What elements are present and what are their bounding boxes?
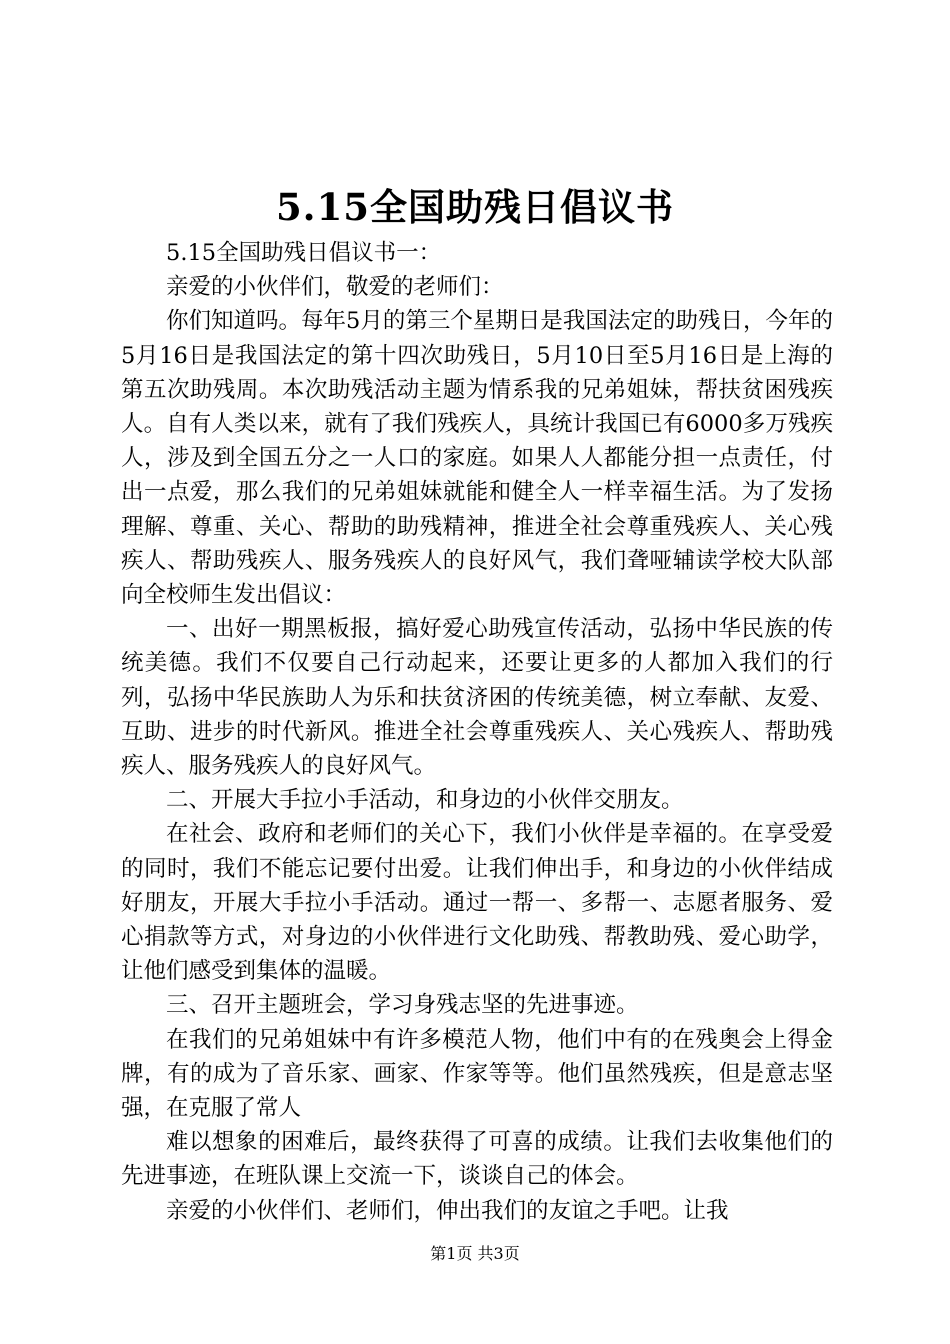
paragraph: 在我们的兄弟姐妹中有许多模范人物，他们中有的在残奥会上得金牌，有的成为了音乐家、画家、作家等等。他们虽然残疾，但是意志坚强，在克服了常人: [121, 1026, 833, 1122]
page-number: 第1页 共3页: [430, 1244, 520, 1263]
paragraph: 二、开展大手拉小手活动，和身边的小伙伴交朋友。: [166, 787, 684, 814]
paragraph: 难以想象的困难后，最终获得了可喜的成绩。让我们去收集他们的先进事迹，在班队课上交流一下，谈谈自己的体会。: [121, 1129, 833, 1190]
document-body: [121, 236, 833, 1228]
paragraph-salutation: 亲爱的小伙伴们，敬爱的老师们：: [166, 274, 504, 301]
paragraph: 在社会、政府和老师们的关心下，我们小伙伴是幸福的。在享受爱的同时，我们不能忘记要付出爱。让我们伸出手，和身边的小伙伴结成好朋友，开展大手拉小手活动。通过一帮一、多帮一、志愿者服务、爱心捐款等方式，对身边的小伙伴进行文化助残、帮教助残、爱心助学，让他们感受到集体的温暖。: [121, 821, 833, 985]
paragraph: 三、召开主题班会，学习身残志坚的先进事迹。: [166, 992, 639, 1019]
paragraph: 亲爱的小伙伴们、老师们，伸出我们的友谊之手吧。让我: [166, 1197, 729, 1224]
paragraph: 你们知道吗。每年5月的第三个星期日是我国法定的助残日，今年的5月16日是我国法定的第十四次助残日，5月10日至5月16日是上海的第五次助残周。本次助残活动主题为情系我的兄弟姐妹，帮扶贫困残疾人。自有人类以来，就有了我们残疾人，具统计我国已有6000多万残疾人，涉及到全国五分之一人口的家庭。如果人人都能分担一点责任，付出一点爱，那么我们的兄弟姐妹就能和健全人一样幸福生活。为了发扬理解、尊重、关心、帮助的助残精神，推进全社会尊重残疾人、关心残疾人、帮助残疾人、服务残疾人的良好风气，我们聋哑辅读学校大队部向全校师生发出倡议：: [121, 308, 833, 609]
document-title: 5.15全国助残日倡议书: [275, 185, 675, 229]
paragraph-heading: 5.15全国助残日倡议书一：: [166, 240, 442, 266]
paragraph: 一、出好一期黑板报，搞好爱心助残宣传活动，弘扬中华民族的传统美德。我们不仅要自己行动起来，还要让更多的人都加入我们的行列，弘扬中华民族助人为乐和扶贫济困的传统美德，树立奉献、友爱、互助、进步的时代新风。推进全社会尊重残疾人、关心残疾人、帮助残疾人、服务残疾人的良好风气。: [121, 616, 833, 780]
